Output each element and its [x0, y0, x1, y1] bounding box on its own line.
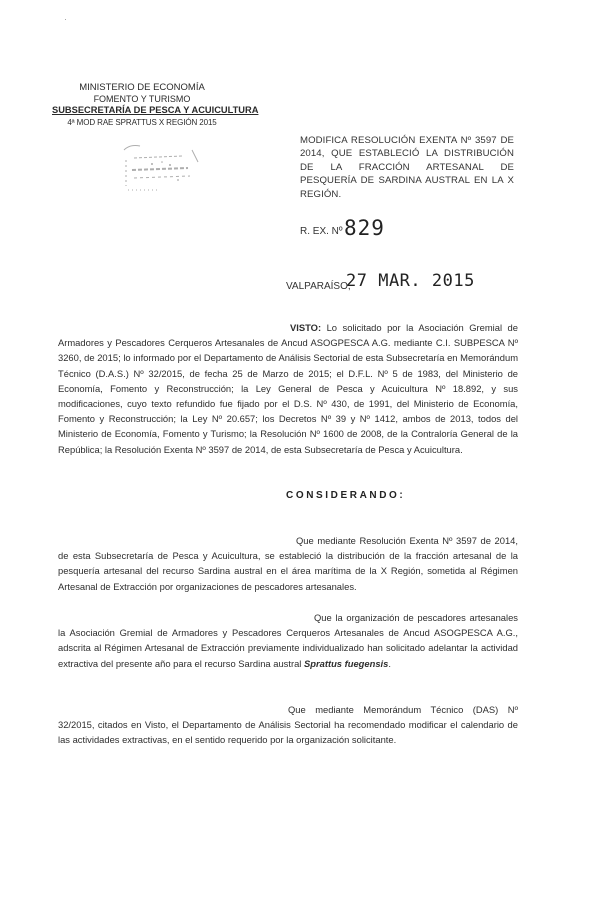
considerando-paragraph-2-end: . — [388, 657, 391, 669]
considerando-paragraph-3: Que mediante Memorándum Técnico (DAS) Nº 32/2015, citados en Visto, el Departamento de Análisis Sectorial ha recomendado modificar el calendario de las actividades extractivas, en el sentido requerido por la organización solicitante. — [58, 704, 518, 746]
document-reference: 4ª MOD RAE SPRATTUS X REGIÓN 2015 — [67, 117, 217, 127]
resolution-label: R. EX. Nº — [300, 226, 343, 237]
resolution-number: 829 — [344, 216, 385, 240]
ministry-name-line2: FOMENTO Y TURISMO — [93, 93, 191, 104]
dateline-place: VALPARAÍSO, — [286, 281, 351, 292]
undersecretariat-name: SUBSECRETARÍA DE PESCA Y ACUICULTURA — [52, 105, 259, 115]
visto-text: Lo solicitado por la Asociación Gremial de Armadores y Pescadores Cerqueros Artesanales de Ancud ASOGPESCA A.G. mediante C.I. SUBPESCA Nº 3260, de 2015; lo informado por el Departamento de Análisis Sectorial de esta Subsecretaría en Memorándum Técnico (D.A.S.) Nº 32/2015, de fecha 25 de Marzo de 2015; el D.F.L. Nº 5 de 1983, del Ministerio de Economía, Fomento y Reconstrucción; la Ley General de Pesca y Acuicultura Nº 18.892, y sus modificaciones, cuyo texto refundido fue fijado por el D.S. Nº 430, de 1991, del Ministerio de Economía, Fomento y Reconstrucción; la Ley Nº 20.657; los Decretos Nº 39 y Nº 1412, ambos de 2013, todos del Ministerio de Economía, Fomento y Turismo; la Resolución Nº 1600 de 2008, de la Contraloría General de la República; la Resolución Exenta Nº 3597 de 2014, de esta Subsecretaría de Pesca y Acuicultura. — [58, 322, 518, 455]
visto-label: VISTO: — [290, 322, 322, 333]
visto-paragraph — [58, 320, 518, 457]
resolution-subject: MODIFICA RESOLUCIÓN EXENTA Nº 3597 DE 2014, QUE ESTABLECIÓ LA DISTRIBUCIÓN DE LA FRACCIÓN ARTESANAL DE PESQUERÍA DE SARDINA AUSTRAL EN LA X REGIÓN. — [300, 135, 514, 200]
considerando-paragraph-2 — [58, 610, 518, 671]
resolution-date: 27 MAR. 2015 — [346, 271, 475, 291]
considerando-paragraph-2-text: Que la organización de pescadores artesanales la Asociación Gremial de Armadores y Pescadores Cerqueros Artesanales de Ancud ASOGPESCA A.G., adscrita al Régimen Artesanal de Extracción previamente individualizado han solicitado adelantar la actividad extractiva del presente año para el recurso Sardina austral — [58, 612, 518, 669]
considerando-paragraph-1: Que mediante Resolución Exenta Nº 3597 de 2014, de esta Subsecretaría de Pesca y Acuicultura, se estableció la distribución de la fracción artesanal de la pesquería artesanal del recurso Sardina austral en el área marítima de la X Región, sometida al Régimen Artesanal de Extracción por organizaciones de pescadores artesanales. — [58, 535, 518, 592]
ministry-header — [52, 82, 259, 128]
considerando-heading: CONSIDERANDO: — [286, 490, 406, 501]
scan-mark: · — [64, 14, 67, 24]
species-name: Sprattus fuegensis — [303, 657, 389, 669]
ministry-name: MINISTERIO DE ECONOMÍA — [79, 82, 205, 93]
received-stamp-icon — [118, 140, 202, 196]
